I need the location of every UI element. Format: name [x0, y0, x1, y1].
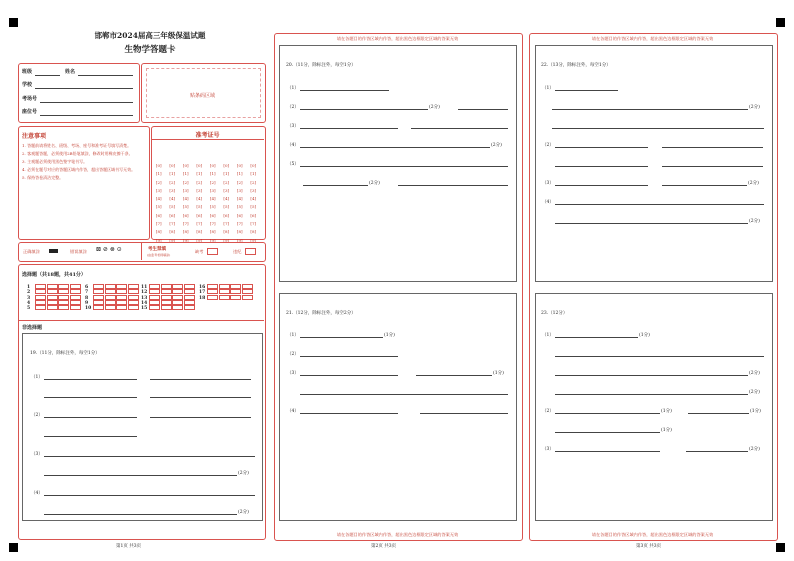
digit-bubble[interactable]: [2] — [236, 179, 243, 185]
answer-line[interactable] — [300, 337, 383, 338]
q20-box — [279, 45, 517, 282]
answer-line[interactable] — [555, 204, 764, 205]
choice-grid — [22, 281, 262, 318]
q20-part3: （3） — [287, 124, 299, 129]
answer-line[interactable] — [555, 90, 618, 91]
q21-header: 21.（12分，除标注外，每空2分） — [286, 311, 356, 316]
digit-bubble[interactable]: [0] — [169, 163, 176, 168]
option-bubble[interactable] — [116, 305, 127, 310]
digit-bubble[interactable]: [9] — [209, 237, 216, 243]
option-bubble[interactable] — [128, 305, 139, 310]
question-number: 12 — [141, 290, 148, 296]
class-field[interactable] — [35, 75, 60, 76]
answer-line[interactable] — [555, 356, 764, 357]
page-footer: 第1页 共3页 — [116, 544, 142, 549]
digit-bubble[interactable]: [2] — [223, 179, 230, 185]
question-number: 3 — [27, 295, 31, 301]
registration-mark — [9, 543, 18, 552]
digit-bubble[interactable]: [4] — [196, 196, 203, 202]
choice-row — [85, 305, 139, 310]
digit-row — [152, 169, 264, 185]
question-number: 2 — [27, 290, 31, 296]
divider — [18, 320, 264, 321]
digit-bubble[interactable]: [6] — [169, 212, 176, 218]
q23-score1: (1分) — [639, 333, 650, 338]
option-bubble[interactable] — [230, 295, 241, 300]
nonchoice-title: 非选择题 — [22, 325, 43, 331]
wrong-fill-samples: ⊠ ⊘ ⊗ ⊙ — [96, 246, 122, 253]
q20-part4: （4） — [287, 143, 299, 148]
digit-row — [152, 152, 264, 168]
choice-column — [85, 284, 139, 310]
answer-line[interactable] — [662, 185, 747, 186]
digit-bubble[interactable]: [1] — [250, 171, 257, 177]
seat-field[interactable] — [40, 115, 133, 116]
question-number: 13 — [141, 295, 148, 301]
exam-room-label: 考场号 — [22, 96, 38, 102]
q19-part3: （3） — [31, 452, 43, 457]
answer-line[interactable] — [555, 337, 638, 338]
note-item: 1. 答题前请将姓名、班级、考场、座号和准考证号填写清楚。 — [22, 143, 132, 148]
registration-mark — [9, 18, 18, 27]
boundary-warning: 请在各题目的作答区域内作答，超出黑色边框限定区域的答案无效 — [336, 532, 459, 537]
digit-row — [152, 202, 264, 218]
question-number: 16 — [199, 285, 206, 291]
divider — [151, 139, 264, 140]
digit-bubble[interactable]: [3] — [209, 187, 216, 193]
answer-line[interactable] — [686, 451, 748, 452]
digit-bubble[interactable]: [7] — [155, 221, 162, 227]
answer-line[interactable] — [300, 166, 508, 167]
note-item: 2. 客观题答题，必须使用2B铅笔填涂，修改时用橡皮擦干净。 — [22, 151, 133, 156]
digit-bubble[interactable]: [6] — [196, 212, 203, 218]
answer-line[interactable] — [555, 375, 748, 376]
digit-bubble[interactable]: [7] — [182, 221, 189, 227]
violation-label: 违纪 — [233, 249, 242, 254]
answer-line[interactable] — [555, 185, 648, 186]
option-bubble[interactable] — [242, 295, 253, 300]
digit-bubble[interactable]: [4] — [155, 196, 162, 202]
note-item: 4. 必须在题号对应的答题区域内作答，超出答题区域书写无效。 — [22, 167, 136, 172]
q21-score1: (1分) — [384, 333, 395, 338]
name-field[interactable] — [78, 75, 133, 76]
boundary-warning: 请在各题目的作答区域内作答，超出黑色边框限定区域的答案无效 — [336, 36, 459, 41]
sheet-title: 生物学答题卡 — [124, 45, 176, 55]
digit-bubble[interactable]: [9] — [250, 237, 257, 243]
digit-bubble[interactable]: [3] — [182, 187, 189, 193]
digit-bubble[interactable]: [5] — [196, 204, 203, 210]
q23-score2b: (1分) — [750, 409, 761, 414]
digit-bubble[interactable]: [0] — [250, 163, 257, 168]
q22-box — [535, 45, 773, 282]
choice-column — [27, 284, 81, 310]
answer-line[interactable] — [552, 128, 764, 129]
digit-bubble[interactable]: [6] — [236, 212, 243, 218]
q22-part4: （4） — [542, 200, 554, 205]
digit-bubble[interactable]: [2] — [155, 179, 162, 185]
digit-bubble[interactable]: [7] — [236, 221, 243, 227]
digit-bubble[interactable]: [3] — [250, 187, 257, 193]
q21-part1: （1） — [287, 333, 299, 338]
q19-part4: （4） — [31, 491, 43, 496]
registration-mark — [776, 543, 785, 552]
class-label: 班级 — [22, 69, 33, 75]
exam-title: 邯郸市2024届高三年级保温试题 — [94, 31, 206, 40]
digit-bubble[interactable]: [8] — [169, 229, 176, 235]
digit-bubble[interactable]: [0] — [196, 163, 203, 168]
barcode-label: 贴条码区域 — [189, 93, 215, 99]
digit-bubble[interactable]: [2] — [250, 179, 257, 185]
digit-bubble[interactable]: [2] — [209, 179, 216, 185]
option-bubble[interactable] — [184, 305, 195, 310]
digit-bubble[interactable]: [8] — [182, 229, 189, 235]
digit-bubble[interactable]: [8] — [209, 229, 216, 235]
answer-line[interactable] — [44, 475, 237, 476]
q20-part2: （2） — [287, 105, 299, 110]
option-bubble[interactable] — [93, 305, 104, 310]
digit-bubble[interactable]: [1] — [223, 171, 230, 177]
digit-bubble[interactable]: [0] — [223, 163, 230, 168]
q23-part2: （2） — [542, 409, 554, 414]
answer-line[interactable] — [420, 413, 508, 414]
digit-bubble[interactable]: [0] — [236, 163, 243, 168]
digit-bubble[interactable]: [9] — [169, 237, 176, 243]
q23-part3: （3） — [542, 447, 554, 452]
q21-box — [279, 293, 517, 521]
question-number: 10 — [85, 306, 92, 312]
digit-bubble[interactable]: [4] — [223, 196, 230, 202]
digit-row — [152, 160, 264, 177]
notes-title: 注意事项 — [22, 133, 47, 140]
q21-score3: (1分) — [493, 371, 504, 376]
answer-line[interactable] — [300, 147, 490, 148]
q19-score4: (2分) — [238, 510, 249, 515]
boundary-warning: 请在各题目的作答区域内作答，超出黑色边框限定区域的答案无效 — [591, 532, 714, 537]
answer-line[interactable] — [44, 379, 137, 380]
digit-bubble[interactable]: [3] — [169, 187, 176, 193]
q20-score5: (2分) — [369, 181, 380, 186]
digit-bubble[interactable]: [8] — [250, 229, 257, 235]
seat-label: 座位号 — [22, 109, 38, 115]
note-item: 3. 主观题必须使用黑色签字笔书写。 — [22, 159, 88, 164]
digit-bubble[interactable]: [4] — [182, 196, 189, 202]
digit-bubble[interactable]: [1] — [155, 171, 162, 177]
digit-bubble[interactable]: [2] — [196, 179, 203, 185]
choice-row — [199, 295, 253, 300]
q22-part3: （3） — [542, 181, 554, 186]
q23-score2c: (1分) — [661, 428, 672, 433]
answer-line[interactable] — [398, 185, 508, 186]
question-number: 9 — [85, 300, 89, 306]
choice-column — [199, 284, 253, 300]
digit-bubble[interactable]: [3] — [236, 187, 243, 193]
choice-title: 选择题（共18题，共41分） — [22, 272, 86, 278]
digit-bubble[interactable]: [6] — [250, 212, 257, 218]
digit-bubble[interactable]: [5] — [155, 204, 162, 210]
question-number: 4 — [27, 300, 31, 306]
q23-score1a: (2分) — [749, 371, 760, 376]
digit-bubble[interactable]: [5] — [169, 204, 176, 210]
question-number: 15 — [141, 306, 148, 312]
digit-bubble[interactable]: [9] — [155, 237, 162, 243]
q23-box — [535, 293, 773, 521]
q22-part2: （2） — [542, 143, 554, 148]
answer-line[interactable] — [555, 451, 660, 452]
violation-checkbox[interactable] — [245, 248, 256, 255]
digit-row — [152, 185, 264, 202]
digit-bubble[interactable]: [1] — [182, 171, 189, 177]
option-bubble[interactable] — [70, 305, 81, 310]
digit-bubble[interactable]: [5] — [223, 204, 230, 210]
digit-bubble[interactable]: [8] — [236, 229, 243, 235]
digit-bubble[interactable]: [7] — [196, 221, 203, 227]
digit-bubble[interactable]: [1] — [236, 171, 243, 177]
answer-line[interactable] — [300, 90, 389, 91]
question-number: 17 — [199, 290, 206, 296]
digit-bubble[interactable]: [1] — [196, 171, 203, 177]
digit-row — [152, 210, 264, 227]
answer-line[interactable] — [303, 185, 368, 186]
answer-line[interactable] — [555, 223, 748, 224]
answer-line[interactable] — [44, 495, 255, 496]
option-bubble[interactable] — [149, 305, 160, 310]
digit-bubble[interactable]: [1] — [209, 171, 216, 177]
digit-bubble[interactable]: [7] — [250, 221, 257, 227]
answer-line[interactable] — [44, 456, 255, 457]
exam-room-field[interactable] — [40, 102, 133, 103]
q20-score2: (2分) — [429, 105, 440, 110]
digit-bubble[interactable]: [3] — [223, 187, 230, 193]
answer-line[interactable] — [300, 356, 398, 357]
digit-bubble[interactable]: [2] — [169, 179, 176, 185]
answer-line[interactable] — [44, 397, 137, 398]
page-footer: 第2页 共3页 — [371, 544, 397, 549]
answer-line[interactable] — [458, 109, 508, 110]
q22-score1: (2分) — [749, 105, 760, 110]
digit-bubble[interactable]: [8] — [223, 229, 230, 235]
answer-line[interactable] — [300, 128, 398, 129]
digit-bubble[interactable]: [4] — [209, 196, 216, 202]
option-bubble[interactable] — [172, 305, 183, 310]
digit-bubble[interactable]: [5] — [236, 204, 243, 210]
digit-bubble[interactable]: [2] — [182, 179, 189, 185]
digit-bubble[interactable]: [7] — [169, 221, 176, 227]
digit-row — [152, 177, 264, 193]
exam-number-title: 准考证号 — [195, 132, 220, 139]
digit-bubble[interactable]: [1] — [169, 171, 176, 177]
page-footer: 第3页 共3页 — [636, 544, 662, 549]
answer-line[interactable] — [662, 166, 763, 167]
digit-bubble[interactable]: [3] — [155, 187, 162, 193]
option-bubble[interactable] — [105, 305, 116, 310]
question-number: 6 — [85, 285, 89, 291]
option-bubble[interactable] — [58, 305, 69, 310]
digit-row — [152, 227, 264, 243]
digit-bubble[interactable]: [7] — [223, 221, 230, 227]
question-number: 14 — [141, 300, 148, 306]
digit-bubble[interactable]: [9] — [196, 237, 203, 243]
answer-line[interactable] — [662, 147, 763, 148]
q21-part2: （2） — [287, 352, 299, 357]
digit-bubble[interactable]: [6] — [155, 212, 162, 218]
answer-line[interactable] — [44, 436, 137, 437]
q21-part4: （4） — [287, 409, 299, 414]
question-number: 8 — [85, 295, 89, 301]
school-field[interactable] — [35, 88, 133, 89]
digit-bubble[interactable]: [0] — [209, 163, 216, 168]
digit-bubble[interactable]: [5] — [182, 204, 189, 210]
question-number: 5 — [27, 306, 31, 312]
q20-header: 20.（11分，除标注外，每空1分） — [286, 63, 356, 68]
digit-bubble[interactable]: [3] — [196, 187, 203, 193]
option-bubble[interactable] — [161, 305, 172, 310]
q19-part2: （2） — [31, 413, 43, 418]
question-number: 1 — [27, 285, 31, 291]
q23-score2a: (1分) — [661, 409, 672, 414]
answer-line[interactable] — [416, 375, 492, 376]
option-bubble[interactable] — [47, 305, 58, 310]
digit-bubble[interactable]: [5] — [250, 204, 257, 210]
answer-line[interactable] — [300, 375, 398, 376]
answer-line[interactable] — [300, 394, 508, 395]
absent-label: 缺考 — [195, 249, 204, 254]
answer-line[interactable] — [688, 413, 749, 414]
q22-score4: (2分) — [749, 219, 760, 224]
digit-bubble[interactable]: [0] — [182, 163, 189, 168]
q22-score3: (2分) — [748, 181, 759, 186]
answer-line[interactable] — [150, 397, 251, 398]
answer-line[interactable] — [555, 432, 660, 433]
q20-part1: （1） — [287, 86, 299, 91]
q23-header: 23.（12分） — [541, 311, 568, 316]
digit-bubble[interactable]: [5] — [209, 204, 216, 210]
q23-part1: （1） — [542, 333, 554, 338]
answer-line[interactable] — [555, 394, 748, 395]
digit-bubble[interactable]: [6] — [209, 212, 216, 218]
q20-part5: （5） — [287, 162, 299, 167]
answer-line[interactable] — [44, 417, 137, 418]
q20-score4: (2分) — [491, 143, 502, 148]
divider — [141, 242, 142, 260]
q19-part1: （1） — [31, 375, 43, 380]
question-number: 18 — [199, 295, 206, 301]
digit-bubble[interactable]: [7] — [209, 221, 216, 227]
correct-fill-label: 正确填涂 — [23, 249, 40, 254]
digit-bubble[interactable]: [8] — [196, 229, 203, 235]
registration-mark — [776, 18, 785, 27]
digit-bubble[interactable]: [6] — [223, 212, 230, 218]
q23-score3: (2分) — [749, 447, 760, 452]
q19-box — [22, 333, 263, 521]
answer-line[interactable] — [411, 128, 508, 129]
school-label: 学校 — [22, 82, 33, 88]
question-number: 7 — [85, 290, 89, 296]
choice-row — [27, 305, 81, 310]
q19-header: 19.（11分，除标注外，每空1分） — [30, 351, 100, 356]
answer-line[interactable] — [44, 514, 237, 515]
notes-list — [22, 143, 144, 183]
pledge-sub: (由监考老师填涂) — [147, 253, 171, 257]
q23-score1b: (2分) — [749, 390, 760, 395]
option-bubble[interactable] — [207, 295, 218, 300]
digit-bubble[interactable]: [9] — [182, 237, 189, 243]
digit-bubble[interactable]: [9] — [223, 237, 230, 243]
pledge-title: 考生禁填 — [148, 247, 166, 252]
wrong-fill-label: 错误填涂 — [70, 249, 87, 254]
digit-bubble[interactable]: [0] — [155, 163, 162, 168]
answer-line[interactable] — [552, 109, 748, 110]
digit-bubble[interactable]: [4] — [236, 196, 243, 202]
note-item: 5. 保持答卷清洁完整。 — [22, 175, 64, 180]
exam-number-grid[interactable] — [152, 152, 264, 243]
digit-bubble[interactable]: [6] — [182, 212, 189, 218]
digit-row — [152, 193, 264, 210]
answer-line[interactable] — [300, 413, 398, 414]
correct-fill-sample — [49, 249, 58, 253]
digit-bubble[interactable]: [8] — [155, 229, 162, 235]
absent-checkbox[interactable] — [207, 248, 218, 255]
option-bubble[interactable] — [219, 295, 230, 300]
choice-row — [141, 305, 195, 310]
digit-row — [152, 218, 264, 235]
choice-column — [141, 284, 195, 310]
name-label: 姓名 — [65, 69, 76, 75]
answer-line[interactable] — [555, 147, 648, 148]
q19-score3: (2分) — [238, 471, 249, 476]
option-bubble[interactable] — [35, 305, 46, 310]
q22-part1: （1） — [542, 86, 554, 91]
answer-line[interactable] — [555, 166, 648, 167]
answer-line[interactable] — [300, 109, 428, 110]
answer-line[interactable] — [150, 379, 251, 380]
answer-line[interactable] — [555, 413, 660, 414]
q22-header: 22.（13分，除标注外，每空1分） — [541, 63, 611, 68]
digit-bubble[interactable]: [9] — [236, 237, 243, 243]
q21-part3: （3） — [287, 371, 299, 376]
digit-bubble[interactable]: [4] — [250, 196, 257, 202]
digit-bubble[interactable]: [4] — [169, 196, 176, 202]
question-number: 11 — [141, 285, 148, 291]
answer-line[interactable] — [150, 417, 251, 418]
boundary-warning: 请在各题目的作答区域内作答，超出黑色边框限定区域的答案无效 — [591, 36, 714, 41]
